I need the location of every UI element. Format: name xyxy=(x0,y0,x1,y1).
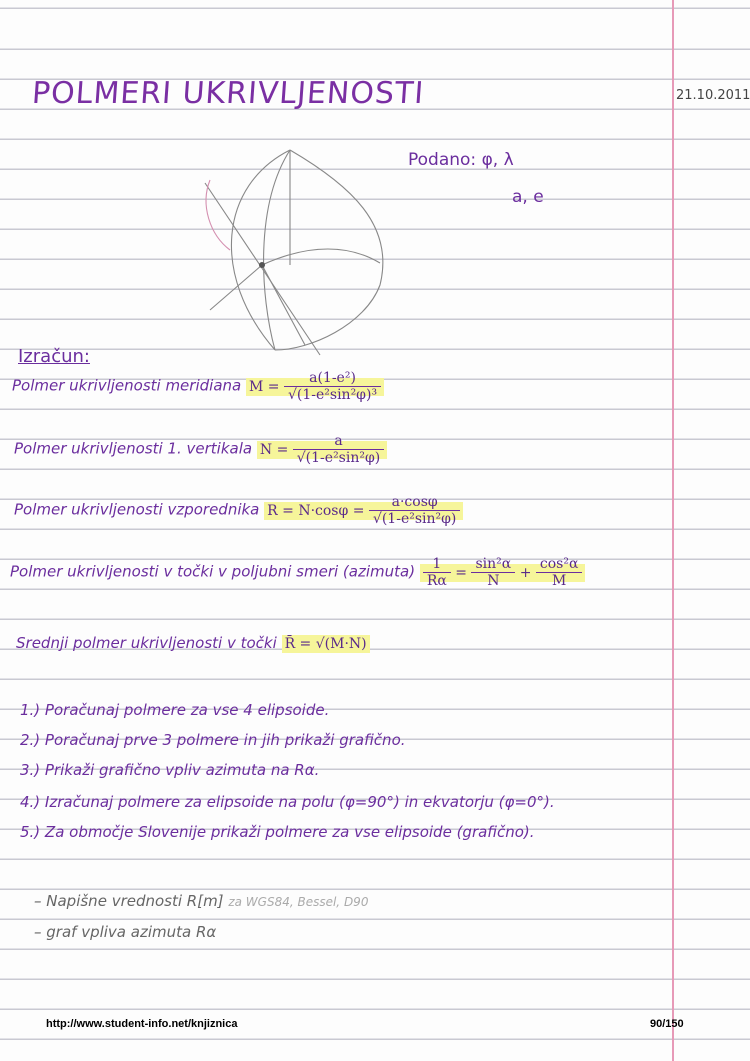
formula-den: √(1-e²sin²φ)³ xyxy=(287,387,378,403)
task-item: 1.) Poračunaj polmere za vse 4 elipsoide. xyxy=(20,701,330,719)
page-title: POLMERI UKRIVLJENOSTI xyxy=(30,76,426,111)
task-item: 3.) Prikaži grafično vpliv azimuta na Rα. xyxy=(20,761,320,779)
formula-expression: R̄ = √(M·N) xyxy=(282,635,370,653)
formula-num: sin²α xyxy=(471,556,515,573)
note-extra: za WGS84, Bessel, D90 xyxy=(228,895,369,909)
formula-num: a·cosφ xyxy=(369,494,460,511)
formula-lhs: N = xyxy=(259,441,289,458)
formula-label: Polmer ukrivljenosti meridiana xyxy=(12,376,242,395)
note-item xyxy=(34,923,216,941)
formula-mean xyxy=(16,634,370,652)
footer-url[interactable]: http://www.student-info.net/knjiznica xyxy=(46,1018,238,1030)
given-label xyxy=(408,150,514,170)
ellipsoid-sketch xyxy=(180,145,410,365)
formula-expression xyxy=(264,494,463,527)
formula-expression xyxy=(257,433,387,466)
formula-num: cos²α xyxy=(536,556,583,573)
formula-label: Polmer ukrivljenosti vzporednika xyxy=(14,500,260,519)
formula-label: Polmer ukrivljenosti 1. vertikala xyxy=(14,439,253,458)
formula-den: Rα xyxy=(426,573,447,589)
formula-num: a xyxy=(293,433,384,450)
formula-den: √(1-e²sin²φ) xyxy=(296,450,381,466)
note-item xyxy=(34,892,368,910)
page-number: 90/150 xyxy=(650,1018,684,1030)
formula-expression xyxy=(246,370,384,403)
task-item: 2.) Poračunaj prve 3 polmere in jih prikaži grafično. xyxy=(20,731,406,749)
formula-expression xyxy=(420,556,586,589)
given-title: Podano: xyxy=(408,150,477,170)
task-item: 5.) Za območje Slovenije prikaži polmere za vse elipsoide (grafično). xyxy=(20,823,535,841)
formula-vertical xyxy=(14,433,387,466)
note-text: – Napišne vrednosti R[m] xyxy=(34,892,224,910)
task-item: 4.) Izračunaj polmere za elipsoide na polu (φ=90°) in ekvatorju (φ=0°). xyxy=(20,793,555,811)
given-a-e: a, e xyxy=(512,187,544,207)
formula-meridian xyxy=(12,370,384,403)
formula-lhs: R = N·cosφ = xyxy=(267,502,365,519)
formula-label: Srednji polmer ukrivljenosti v točki xyxy=(16,634,277,652)
formula-azimuth xyxy=(10,556,585,589)
margin-line xyxy=(672,0,674,1061)
formula-label: Polmer ukrivljenosti v točki v poljubni smeri (azimuta) xyxy=(10,562,416,581)
equals-sign: = xyxy=(455,564,468,581)
date: 21.10.2011 xyxy=(676,88,750,103)
formula-lhs: M = xyxy=(249,378,280,395)
plus-sign: + xyxy=(519,564,532,581)
point-marker xyxy=(259,262,265,268)
note-text: – graf vpliva azimuta Rα xyxy=(34,923,217,941)
formula-parallel xyxy=(14,494,463,527)
given-phi-lambda: φ, λ xyxy=(481,150,514,170)
formula-den: M xyxy=(551,573,567,589)
formula-den: N xyxy=(487,573,500,589)
formula-den: √(1-e²sin²φ) xyxy=(372,511,457,527)
calc-heading: Izračun: xyxy=(18,346,90,367)
formula-num: 1 xyxy=(423,556,451,573)
formula-num: a(1-e²) xyxy=(284,370,381,387)
